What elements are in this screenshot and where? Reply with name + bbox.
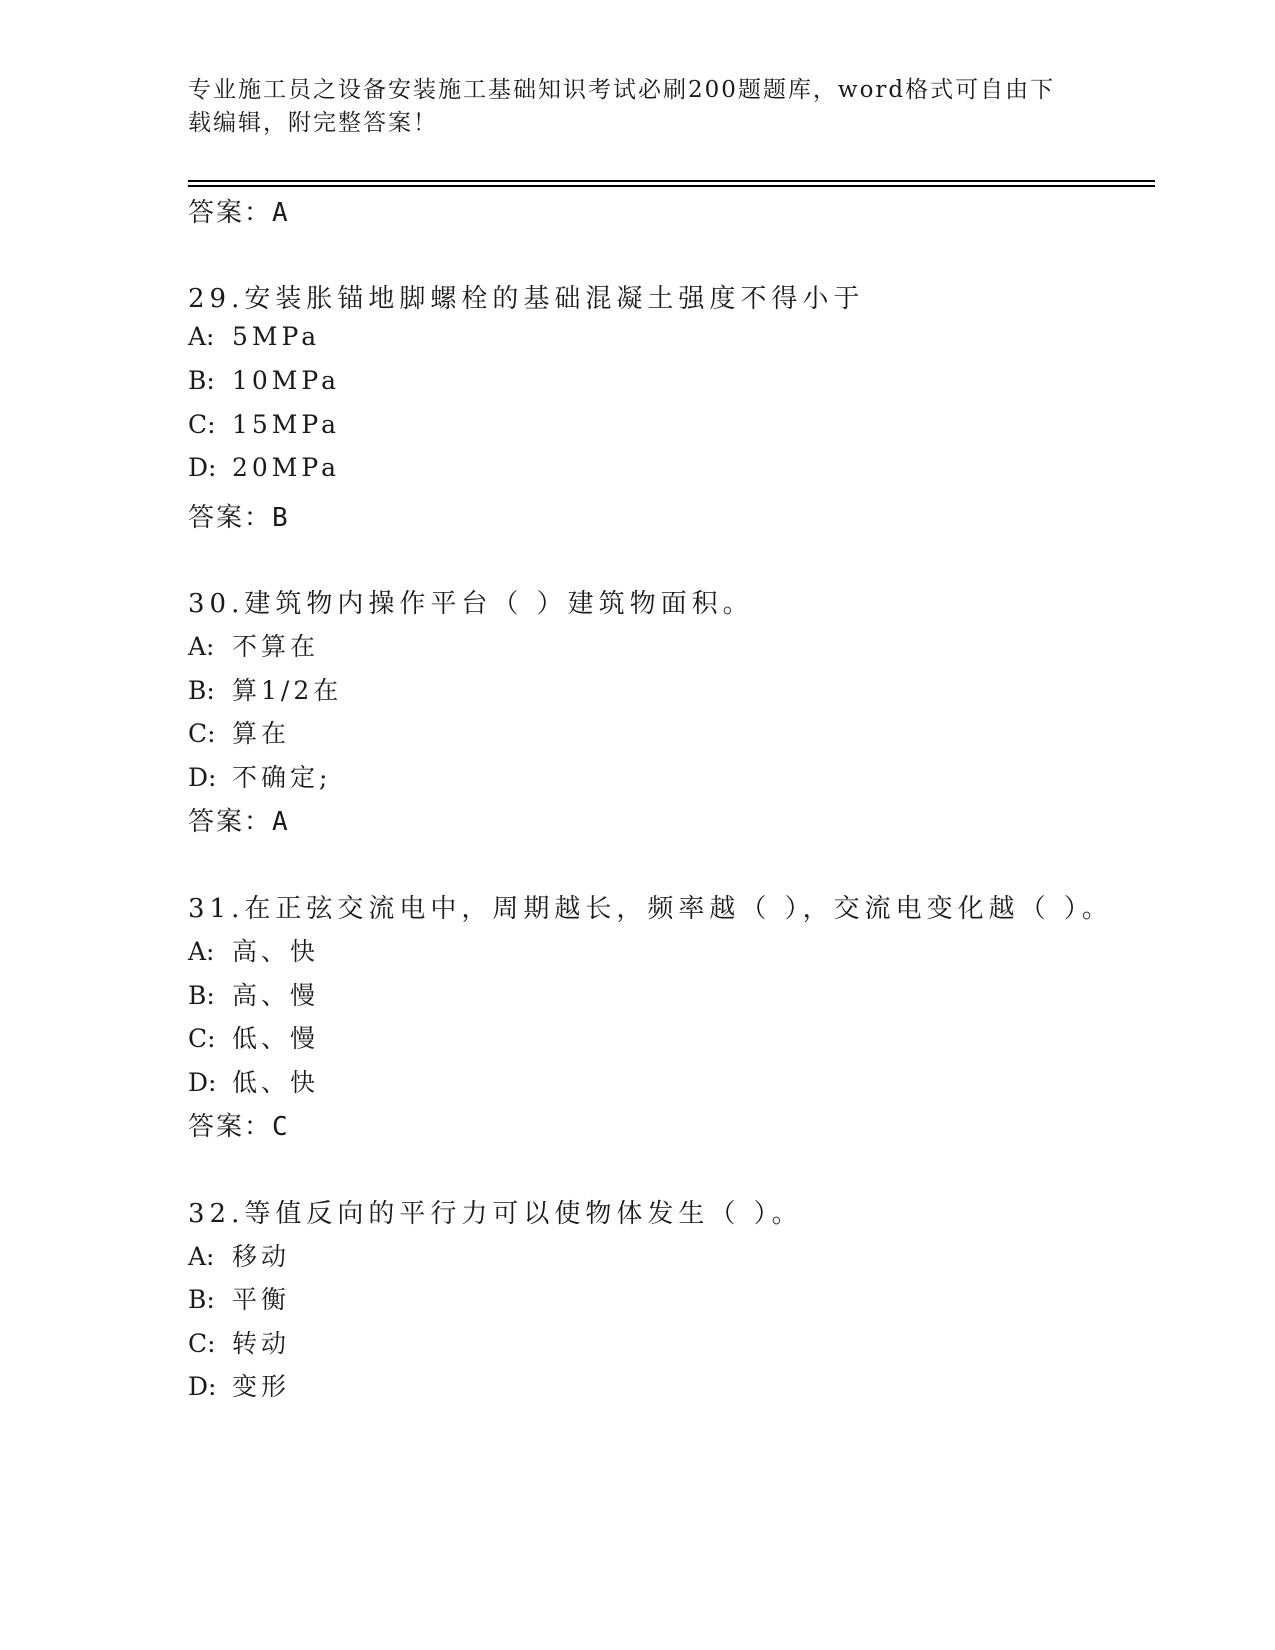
question-30-option-d: [188, 758, 331, 794]
question-31-option-b: [188, 976, 319, 1012]
option-label: A:: [188, 632, 215, 661]
option-label: C:: [188, 410, 216, 439]
option-text: 低、慢: [232, 1024, 320, 1053]
question-29-option-d: [188, 453, 340, 482]
option-text: 5MPa: [232, 322, 321, 351]
header-divider-top: [188, 180, 1155, 182]
answer-31: 答案：C: [188, 1112, 290, 1142]
question-29-option-c: [188, 410, 340, 439]
question-32-option-a: [188, 1237, 290, 1273]
option-text: 变形: [232, 1372, 291, 1401]
option-text: 20MPa: [232, 453, 341, 482]
option-label: D:: [188, 1068, 217, 1097]
option-label: D:: [188, 453, 217, 482]
question-32-option-d: [188, 1367, 290, 1403]
option-label: A:: [188, 1242, 215, 1271]
option-text: 转动: [232, 1329, 291, 1358]
option-label: C:: [188, 1024, 216, 1053]
question-31-text: 31.在正弦交流电中，周期越长，频率越（ ），交流电变化越（ ）。: [188, 894, 1113, 924]
option-text: 算在: [232, 719, 291, 748]
option-label: C:: [188, 719, 216, 748]
option-text: 算1/2在: [232, 676, 343, 705]
option-label: B:: [188, 981, 215, 1010]
option-text: 平衡: [232, 1285, 291, 1314]
document-header: 专业施工员之设备安装施工基础知识考试必刷200题题库，word格式可自由下载编辑，附完整答案！: [188, 77, 1056, 136]
answer-28: 答案：A: [188, 198, 290, 228]
header-divider-bottom: [188, 185, 1155, 187]
option-label: C:: [188, 1329, 216, 1358]
option-label: D:: [188, 763, 217, 792]
question-29-option-b: [188, 366, 340, 395]
question-30-option-a: [188, 627, 319, 663]
option-label: D:: [188, 1372, 217, 1401]
question-31-option-d: [188, 1063, 319, 1099]
option-label: A:: [188, 937, 215, 966]
question-29-text: 29.安装胀锚地脚螺栓的基础混凝土强度不得小于: [188, 284, 865, 314]
option-text: 高、慢: [232, 981, 320, 1010]
question-30-text: 30.建筑物内操作平台（ ）建筑物面积。: [188, 589, 754, 619]
answer-29: 答案：B: [188, 503, 290, 533]
option-text: 移动: [232, 1242, 291, 1271]
option-text: 10MPa: [232, 366, 341, 395]
option-text: 低、快: [232, 1068, 320, 1097]
question-30-option-c: [188, 714, 290, 750]
answer-30: 答案：A: [188, 807, 290, 837]
option-label: B:: [188, 676, 215, 705]
question-31-option-c: [188, 1019, 319, 1055]
option-text: 不算在: [232, 632, 320, 661]
question-29-option-a: [188, 322, 320, 351]
question-31-option-a: [188, 932, 319, 968]
question-32-text: 32.等值反向的平行力可以使物体发生（ ）。: [188, 1199, 803, 1229]
option-label: B:: [188, 366, 215, 395]
question-32-option-b: [188, 1280, 290, 1316]
option-text: 15MPa: [232, 410, 341, 439]
question-30-option-b: [188, 671, 342, 707]
option-label: A:: [188, 322, 215, 351]
option-text: 高、快: [232, 937, 320, 966]
question-32-option-c: [188, 1324, 290, 1360]
option-label: B:: [188, 1285, 215, 1314]
option-text: 不确定;: [232, 763, 332, 792]
